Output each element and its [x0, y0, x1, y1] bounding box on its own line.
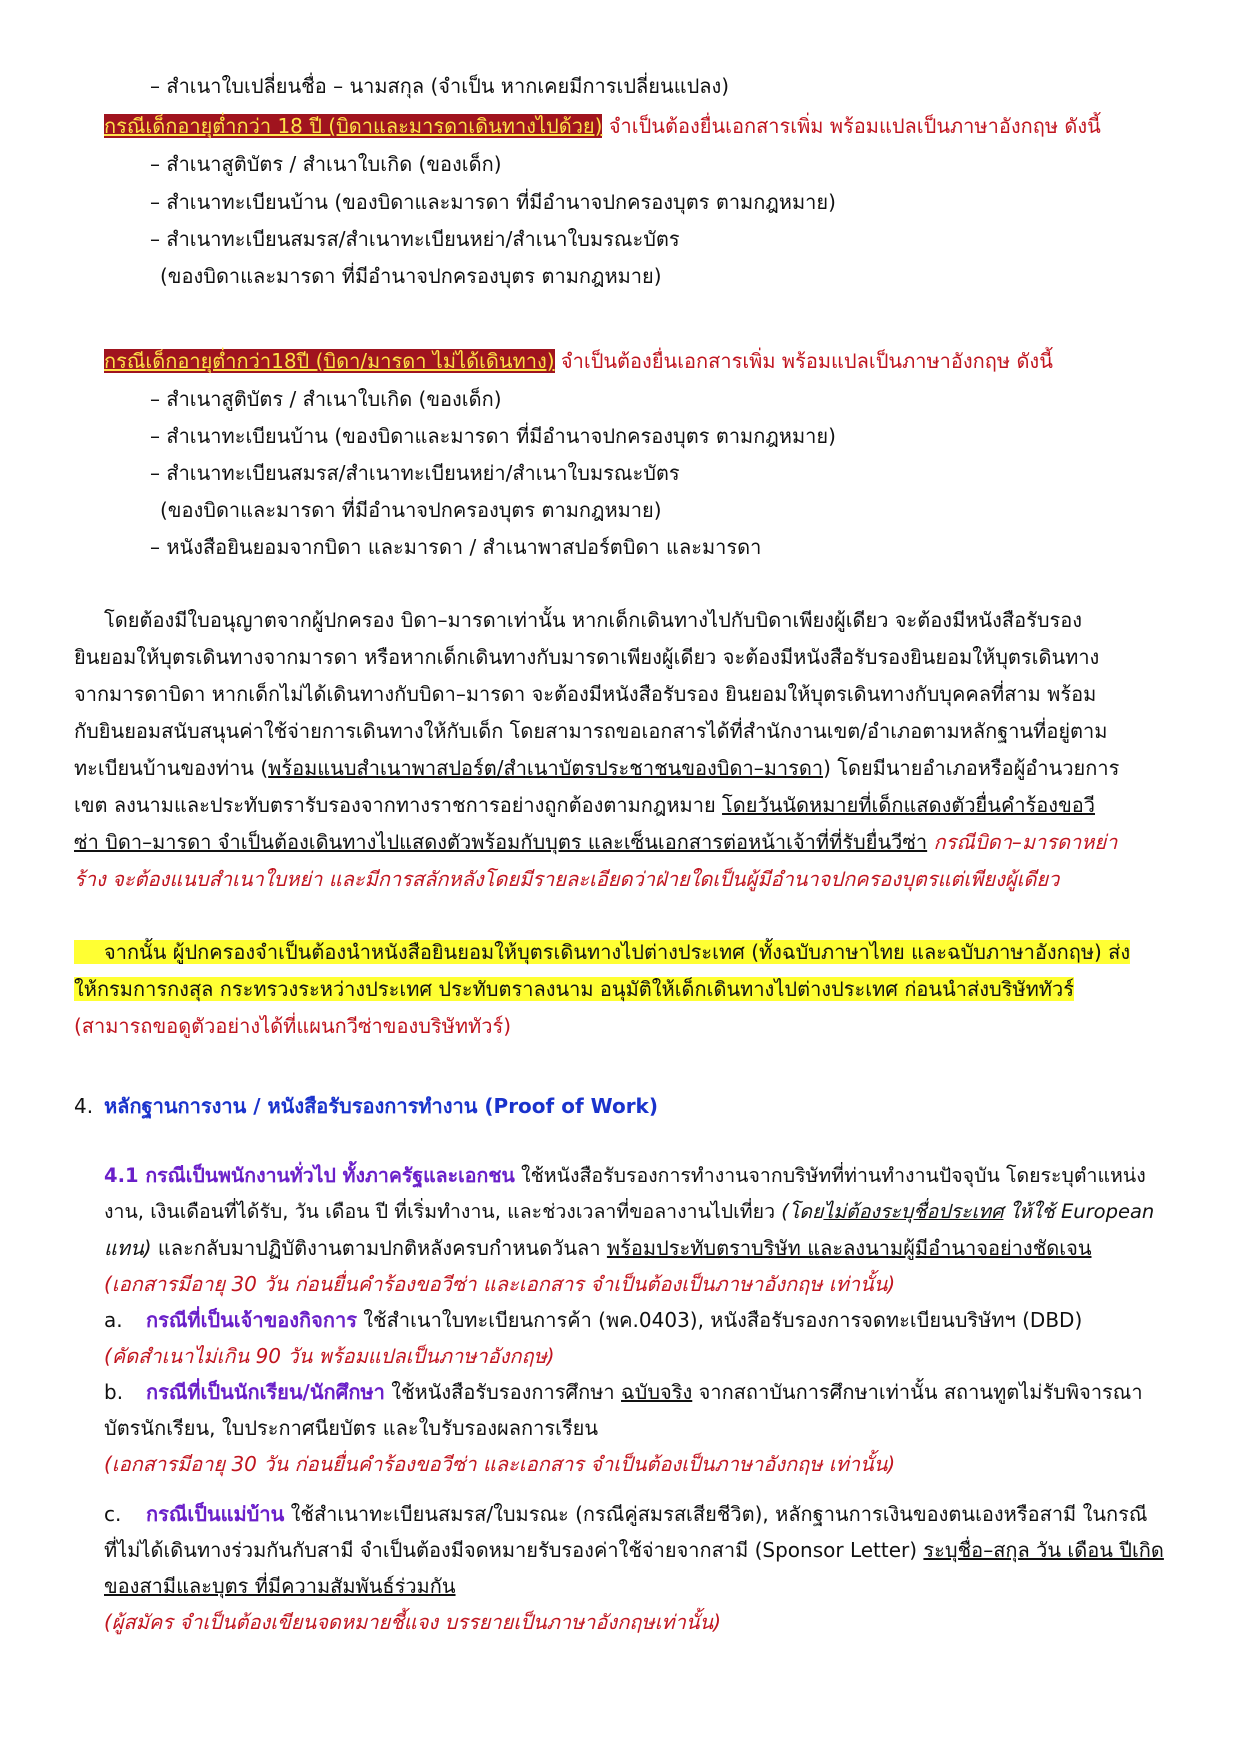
paragraph-line: [74, 975, 1074, 1003]
item-marker-b: b.: [104, 1380, 124, 1404]
highlighted-text: ให้กรมการกงสุล กระทรวงระหว่างประเทศ ประทับตราลงนาม อนุมัติให้เด็กเดินทางไปต่างประเทศ ก่อนนำส่งบริษัททัวร์: [74, 977, 1074, 1001]
item-marker-a: a.: [104, 1308, 123, 1332]
paragraph-line: จากมารดาบิดา หากเด็กไม่ได้เดินทางกับบิดา–มารดา จะต้องมีหนังสือรับรอง ยินยอมให้บุตรเดินทางกับบุคคลที่สาม พร้อม: [74, 682, 1097, 706]
explanation-letter-note: (ผู้สมัคร จำเป็นต้องเขียนจดหมายชี้แจง บรรยายเป็นภาษาอังกฤษเท่านั้น): [104, 1610, 721, 1634]
section-number: 4.: [74, 1094, 94, 1118]
paragraph-line: [74, 828, 1117, 856]
paragraph-line: [74, 791, 1095, 819]
case-title-suffix: จำเป็นต้องยื่นเอกสารเพิ่ม พร้อมแปลเป็นภาษาอังกฤษ ดังนี้: [554, 349, 1053, 373]
text-span: ใช้สำเนาใบทะเบียนการค้า (พค.0403), หนังสือรับรองการจดทะเบียนบริษัทฯ (DBD): [356, 1308, 1083, 1332]
text-span: และกลับมาปฏิบัติงานตามปกติหลังครบกำหนดวันลา: [151, 1236, 607, 1260]
list-item: – สำเนาทะเบียนสมรส/สำเนาทะเบียนหย่า/สำเนาใบมรณะบัตร: [150, 461, 680, 485]
text-span: ใช้หนังสือรับรองการศึกษา: [384, 1380, 622, 1404]
case-title-suffix: จำเป็นต้องยื่นเอกสารเพิ่ม พร้อมแปลเป็นภาษาอังกฤษ ดังนี้: [602, 114, 1101, 138]
case-title-highlight: กรณีเด็กอายุต่ำกว่า18ปี (บิดา/มารดา ไม่ได้เดินทาง): [104, 349, 555, 373]
paragraph-line: กับยินยอมสนับสนุนค่าใช้จ่ายการเดินทางให้กับเด็ก โดยสามารถขอเอกสารได้ที่สำนักงานเขต/อำเภอตามหลักฐานที่อยู่ตาม: [74, 719, 1108, 743]
name-change-item: – สำเนาใบเปลี่ยนชื่อ – นามสกุล (จำเป็น หากเคยมีการเปลี่ยนแปลง): [150, 74, 730, 98]
underlined-text: ฉบับจริง: [621, 1380, 693, 1404]
copy-age-note: (คัดสำเนาไม่เกิน 90 วัน พร้อมแปลเป็นภาษาอังกฤษ): [104, 1344, 555, 1368]
italic-text: แทน): [104, 1236, 152, 1260]
list-item: – สำเนาทะเบียนบ้าน (ของบิดาและมารดา ที่มีอำนาจปกครองบุตร ตามกฎหมาย): [150, 424, 836, 448]
paragraph-line: [74, 754, 1119, 782]
paragraph-line: โดยต้องมีใบอนุญาตจากผู้ปกครอง บิดา–มารดาเท่านั้น หากเด็กเดินทางไปกับบิดาเพียงผู้เดียว จะต้องมีหนังสือรับรอง: [104, 608, 1083, 632]
divorce-note-line: ร้าง จะต้องแนบสำเนาใบหย่า และมีการสลักหลังโดยมีรายละเอียดว่าฝ่ายใดเป็นผู้มีอำนาจปกครองบุตรแต่เพียงผู้เดียว: [74, 867, 1060, 891]
paragraph-line: ยินยอมให้บุตรเดินทางจากมารดา หรือหากเด็กเดินทางกับมารดาเพียงผู้เดียว จะต้องมีหนังสือรับรองยินยอมให้บุตรเดินทาง: [74, 645, 1100, 669]
paragraph-line: [146, 1306, 1082, 1334]
list-item: (ของบิดาและมารดา ที่มีอำนาจปกครองบุตร ตามกฎหมาย): [160, 498, 662, 522]
subsection-label: กรณีที่เป็นนักเรียน/นักศึกษา: [146, 1380, 385, 1404]
divorce-note: กรณีบิดา–มารดาหย่า: [927, 830, 1118, 854]
text-span: จากสถาบันการศึกษาเท่านั้น สถานทูตไม่รับพิจารณา: [692, 1380, 1143, 1404]
paragraph-line: ของสามีและบุตร ที่มีความสัมพันธ์ร่วมกัน: [104, 1574, 456, 1598]
list-item: (ของบิดาและมารดา ที่มีอำนาจปกครองบุตร ตามกฎหมาย): [160, 264, 662, 288]
text-span: ที่ไม่ได้เดินทางร่วมกันกับสามี จำเป็นต้องมีจดหมายรับรองค่าใช้จ่ายจากสามี (Sponsor Letter): [104, 1538, 924, 1562]
italic-text: (โดย: [781, 1200, 824, 1223]
document-age-note: (เอกสารมีอายุ 30 วัน ก่อนยื่นคำร้องขอวีซ่า และเอกสาร จำเป็นต้องเป็นภาษาอังกฤษ เท่านั้น): [104, 1452, 896, 1476]
list-item: – สำเนาทะเบียนบ้าน (ของบิดาและมารดา ที่มีอำนาจปกครองบุตร ตามกฎหมาย): [150, 190, 836, 214]
case-heading-parents-not-travel: [104, 347, 1053, 375]
paragraph-line: [146, 1500, 1147, 1528]
text-span: เขต ลงนามและประทับตรารับรองจากทางราชการอย่างถูกต้องตามกฎหมาย: [74, 793, 723, 817]
paragraph-line: [104, 1198, 1154, 1226]
text-span: งาน, เงินเดือนที่ได้รับ, วัน เดือน ปี ที่เริ่มทำงาน, และช่วงเวลาที่ขอลางานไปเที่ยว: [104, 1200, 782, 1223]
document-age-note: (เอกสารมีอายุ 30 วัน ก่อนยื่นคำร้องขอวีซ่า และเอกสาร จำเป็นต้องเป็นภาษาอังกฤษ เท่านั้น): [104, 1272, 896, 1296]
case-heading-parents-travel: [104, 112, 1101, 140]
text-span: ) โดยมีนายอำเภอหรือผู้อำนวยการ: [823, 756, 1120, 780]
underlined-text: ระบุชื่อ–สกุล วัน เดือน ปีเกิด: [923, 1538, 1164, 1562]
paragraph-line: [104, 1234, 1092, 1262]
list-item: – สำเนาทะเบียนสมรส/สำเนาทะเบียนหย่า/สำเนาใบมรณะบัตร: [150, 227, 680, 251]
item-marker-c: c.: [104, 1502, 122, 1526]
underlined-text: พร้อมแนบสำเนาพาสปอร์ต/สำเนาบัตรประชาชนของบิดา–มารดา: [268, 756, 824, 780]
italic-text: ให้ใช้ European: [1003, 1200, 1155, 1223]
paragraph-line: [146, 1378, 1143, 1406]
paragraph-line: [104, 1536, 1164, 1564]
highlighted-text: จากนั้น ผู้ปกครองจำเป็นต้องนำหนังสือยินยอมให้บุตรเดินทางไปต่างประเทศ (ทั้งฉบับภาษาไทย และฉบับภาษาอังกฤษ) ส่ง: [74, 940, 1130, 964]
paragraph-line: [74, 938, 1130, 966]
paragraph-line: บัตรนักเรียน, ใบประกาศนียบัตร และใบรับรองผลการเรียน: [104, 1416, 599, 1440]
paragraph-line: [104, 1162, 1146, 1190]
subsection-label: กรณีเป็นแม่บ้าน: [146, 1502, 285, 1526]
text-span: ใช้สำเนาทะเบียนสมรส/ใบมรณะ (กรณีคู่สมรสเสียชีวิต), หลักฐานการเงินของตนเองหรือสามี ในกรณี: [284, 1502, 1148, 1526]
list-item: – สำเนาสูติบัตร / สำเนาใบเกิด (ของเด็ก): [150, 152, 502, 176]
italic-underlined-text: ไม่ต้องระบุชื่อประเทศ: [823, 1200, 1004, 1223]
underlined-text: ซ่า บิดา–มารดา จำเป็นต้องเดินทางไปแสดงตัวพร้อมกับบุตร และเซ็นเอกสารต่อหน้าเจ้าที่ที่รับยื่นวีซ่า: [74, 830, 928, 854]
subsection-label: 4.1 กรณีเป็นพนักงานทั่วไป ทั้งภาครัฐและเอกชน: [104, 1164, 515, 1187]
text-span: ใช้หนังสือรับรองการทำงานจากบริษัทที่ท่านทำงานปัจจุบัน โดยระบุตำแหน่ง: [514, 1164, 1146, 1187]
list-item: – สำเนาสูติบัตร / สำเนาใบเกิด (ของเด็ก): [150, 387, 502, 411]
underlined-text: โดยวันนัดหมายที่เด็กแสดงตัวยื่นคำร้องขอวี: [722, 793, 1095, 817]
case-title-highlight: กรณีเด็กอายุต่ำกว่า 18 ปี (บิดาและมารดาเดินทางไปด้วย): [104, 114, 603, 138]
section-title: หลักฐานการงาน / หนังสือรับรองการทำงาน (Proof of Work): [104, 1094, 658, 1118]
list-item: – หนังสือยินยอมจากบิดา และมารดา / สำเนาพาสปอร์ตบิดา และมารดา: [150, 535, 762, 559]
subsection-label: กรณีที่เป็นเจ้าของกิจการ: [146, 1308, 357, 1332]
sample-note: (สามารถขอดูตัวอย่างได้ที่แผนกวีซ่าของบริษัททัวร์): [74, 1014, 511, 1038]
text-span: ทะเบียนบ้านของท่าน (: [74, 756, 269, 780]
underlined-text: พร้อมประทับตราบริษัท และลงนามผู้มีอำนาจอย่างชัดเจน: [606, 1236, 1092, 1260]
